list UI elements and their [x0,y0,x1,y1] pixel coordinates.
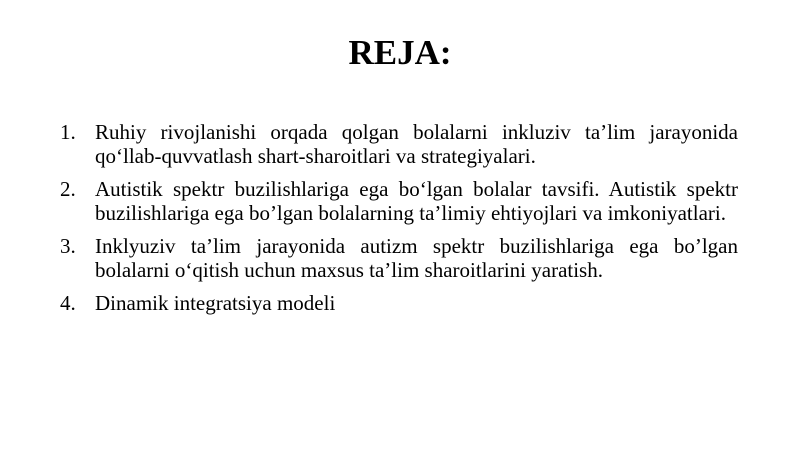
agenda-item-text: Ruhiy rivojlanishi orqada qolgan bolalarni inkluziv ta’lim jarayonida qo‘llab-quvvatlash shart-sharoitlari va strategiyalari. [95,120,738,168]
agenda-item-text: Dinamik integratsiya modeli [95,291,336,315]
agenda-item-3 [60,234,738,282]
agenda-item-1 [60,120,738,168]
agenda-item-text: Autistik spektr buzilishlariga ega bo‘lgan bolalar tavsifi. Autistik spektr buzilishlariga ega bo’lgan bolalarning ta’limiy ehtiyojlari va imkoniyatlari. [95,177,738,225]
slide-title: REJA: [348,33,452,72]
agenda-item-text: Inklyuziv ta’lim jarayonida autizm spektr buzilishlariga ega bo’lgan bolalarni o‘qitish uchun maxsus ta’lim sharoitlarini yaratish. [95,234,738,282]
agenda-item-4 [60,291,738,315]
agenda-item-number: 2. [60,177,76,201]
agenda-item-number: 4. [60,291,76,315]
agenda-item-2 [60,177,738,225]
agenda-item-number: 3. [60,234,76,258]
agenda-item-number: 1. [60,120,76,144]
agenda-list [60,120,738,324]
